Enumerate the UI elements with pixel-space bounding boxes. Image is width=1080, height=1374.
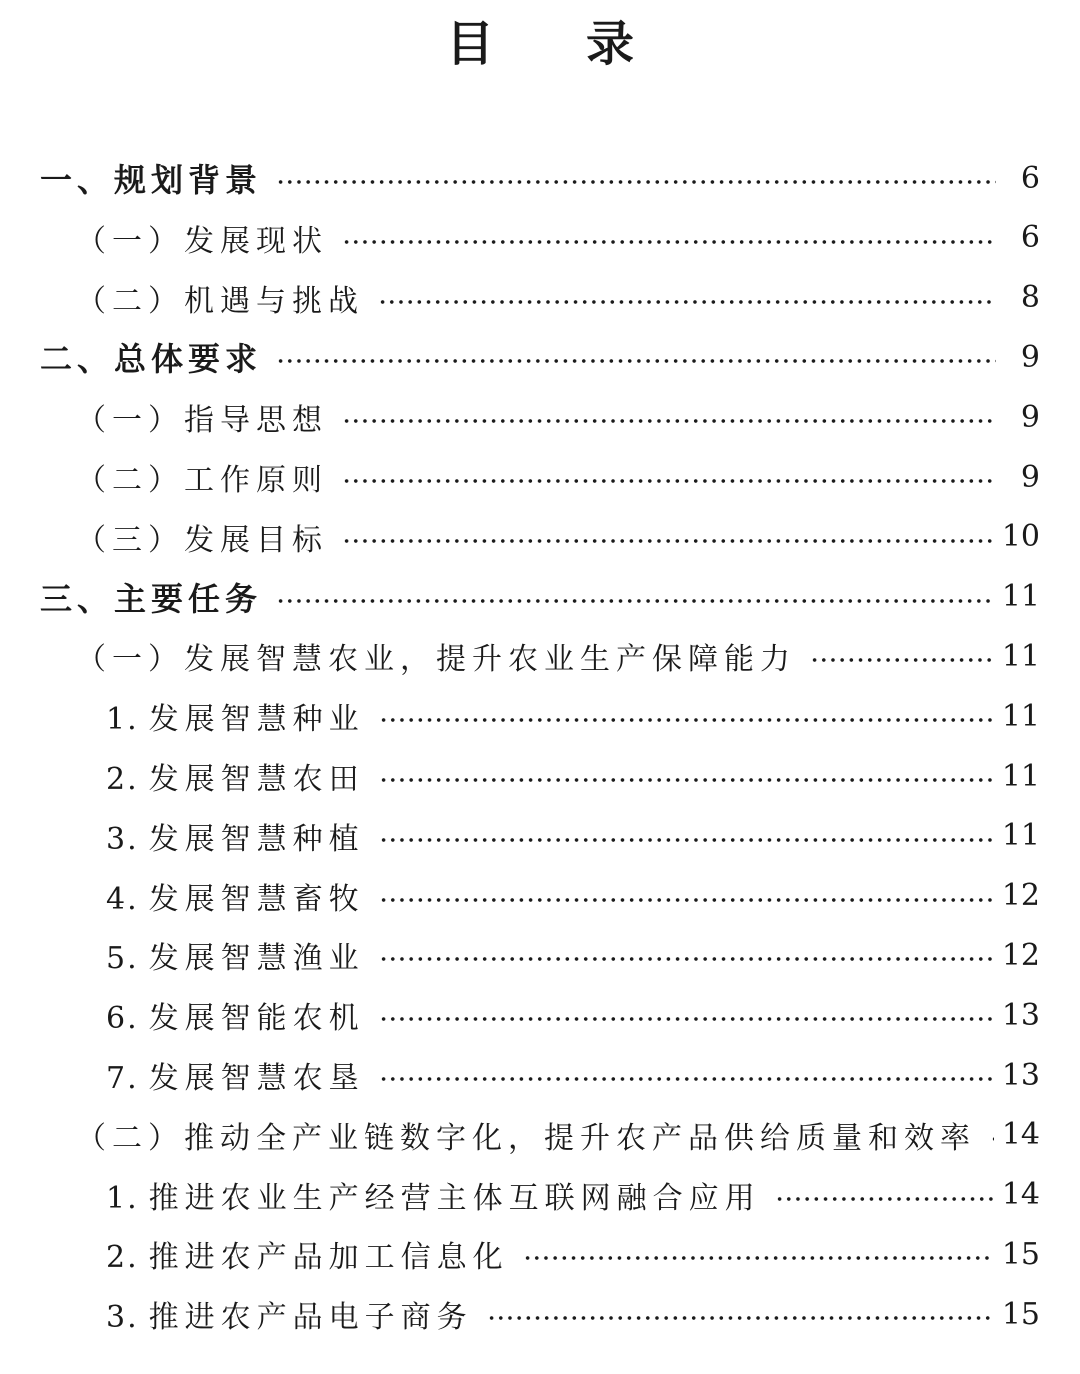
toc-entry-number: 2. (106, 762, 139, 797)
toc-entry-number: 6. (106, 1001, 139, 1037)
toc-page-number: 13 (1001, 1057, 1040, 1093)
toc-entry-number: 7. (106, 1061, 139, 1096)
toc-dot-leader (378, 299, 996, 305)
toc-dot-leader (342, 538, 994, 544)
toc-dot-leader (523, 1255, 994, 1261)
toc-entry-level-3[interactable] (106, 1226, 1040, 1282)
toc-page-number: 8 (1020, 280, 1040, 316)
toc-page-number: 6 (1020, 160, 1040, 196)
toc-entry-label: 一、规划背景 (40, 161, 263, 199)
toc-page-number: 9 (1020, 459, 1040, 495)
toc-entry-text: 推进农产品加工信息化 (148, 1240, 509, 1276)
toc-entry-label (106, 754, 365, 798)
toc-entry-label (106, 1173, 761, 1217)
toc-page-number: 11 (1001, 579, 1040, 615)
toc-page-number: 11 (1001, 638, 1040, 674)
toc-page-number: 15 (1001, 1296, 1040, 1332)
toc-dot-leader (276, 598, 994, 604)
title-char-1: 目 (445, 16, 494, 72)
toc-entry-text: 发展智慧农垦 (148, 1061, 365, 1096)
toc-entry-level-3[interactable] (106, 1286, 1040, 1342)
toc-page-number: 14 (1001, 1117, 1040, 1153)
toc-entry-number: 4. (106, 881, 139, 917)
toc-dot-leader (379, 837, 994, 843)
toc-page-number: 9 (1020, 399, 1040, 435)
toc-entry-text: 发展智慧农田 (148, 762, 365, 797)
toc-entry-text: 发展智能农机 (148, 1001, 365, 1037)
toc-dot-leader (379, 956, 994, 962)
toc-entry-level-2[interactable] (76, 1107, 1040, 1163)
toc-page-number: 13 (1001, 997, 1040, 1033)
toc-entry-label: 二、总体要求 (40, 340, 263, 379)
toc-entry-text: 推进农业生产经营主体互联网融合应用 (148, 1180, 761, 1216)
toc-entry-text: 发展智慧种业 (148, 702, 365, 738)
toc-entry-label (106, 1232, 509, 1276)
toc-page-number: 6 (1020, 220, 1040, 256)
toc-entry-label (106, 814, 365, 858)
toc-dot-leader (379, 1076, 994, 1082)
toc-dot-leader (810, 657, 994, 663)
toc-dot-leader (379, 1016, 994, 1022)
toc-entry-level-1[interactable] (40, 150, 1040, 206)
toc-entry-text: 发展智慧渔业 (148, 941, 365, 977)
toc-entry-level-3[interactable] (106, 1167, 1040, 1223)
toc-entry-label (106, 874, 365, 918)
toc-dot-leader (342, 418, 996, 424)
toc-entry-level-2[interactable] (76, 210, 1040, 266)
toc-entry-level-3[interactable] (106, 748, 1040, 804)
toc-entry-level-2[interactable] (76, 270, 1040, 326)
toc-entry-level-3[interactable] (106, 1047, 1040, 1103)
toc-dot-leader (379, 897, 994, 903)
toc-entry-label: （二）推动全产业链数字化，提升农产品供给质量和效率 (76, 1120, 976, 1156)
toc-page-number: 15 (1001, 1236, 1040, 1272)
toc-page-number: 11 (1001, 758, 1040, 794)
toc-entry-number: 2. (106, 1240, 139, 1276)
toc-page-number: 10 (1001, 519, 1040, 555)
toc-entry-label (106, 694, 365, 738)
toc-entry-level-2[interactable] (76, 509, 1040, 565)
toc-entry-number: 5. (106, 941, 139, 977)
toc-entry-label (106, 993, 365, 1037)
toc-entry-label (106, 1053, 365, 1097)
toc-entry-text: 发展智慧畜牧 (148, 881, 365, 917)
toc-entry-level-3[interactable] (106, 808, 1040, 864)
toc-entry-level-3[interactable] (106, 688, 1040, 744)
toc-entry-label: （二）机遇与挑战 (76, 283, 364, 319)
toc-dot-leader (775, 1196, 994, 1202)
toc-entry-level-1[interactable] (40, 329, 1040, 385)
toc-page-number: 9 (1020, 339, 1040, 375)
toc-page-number: 11 (1001, 698, 1040, 734)
toc-page-number: 12 (1001, 878, 1040, 914)
toc-entry-level-3[interactable] (106, 868, 1040, 924)
toc-entry-number: 3. (106, 821, 139, 857)
title-char-2: 录 (586, 16, 635, 72)
toc-dot-leader (379, 777, 994, 783)
toc-dot-leader (342, 478, 996, 484)
toc-entry-text: 发展智慧种植 (148, 821, 365, 857)
toc-dot-leader (276, 179, 996, 185)
toc-dot-leader (379, 717, 994, 723)
toc-entry-label (106, 933, 365, 977)
toc-entry-level-3[interactable] (106, 927, 1040, 983)
toc-entry-level-2[interactable] (76, 628, 1040, 684)
page-title (0, 14, 1080, 74)
toc-entry-label: （一）指导思想 (76, 403, 328, 439)
toc-entry-level-2[interactable] (76, 449, 1040, 505)
toc-entry-number: 1. (106, 702, 139, 738)
toc-entry-label: （一）发展现状 (76, 223, 328, 259)
toc-entry-label: （三）发展目标 (76, 522, 328, 558)
toc-entry-number: 1. (106, 1180, 139, 1216)
toc-entry-level-1[interactable] (40, 569, 1040, 625)
toc-page-number: 12 (1001, 937, 1040, 973)
toc-dot-leader (487, 1315, 994, 1321)
toc-entry-level-2[interactable] (76, 389, 1040, 445)
toc-entry-label (106, 1292, 473, 1336)
toc-entry-label: （一）发展智慧农业，提升农业生产保障能力 (76, 642, 796, 678)
toc-entry-number: 3. (106, 1300, 139, 1336)
toc-dot-leader (276, 358, 996, 364)
toc-entry-label: （二）工作原则 (76, 463, 328, 498)
toc-dot-leader (342, 239, 996, 245)
toc-entry-label: 三、主要任务 (40, 579, 263, 618)
toc-page-number: 14 (1001, 1177, 1040, 1213)
toc-dot-leader (990, 1136, 994, 1142)
toc-entry-text: 推进农产品电子商务 (148, 1300, 473, 1336)
toc-entry-level-3[interactable] (106, 987, 1040, 1043)
toc-page-number: 11 (1001, 818, 1040, 854)
